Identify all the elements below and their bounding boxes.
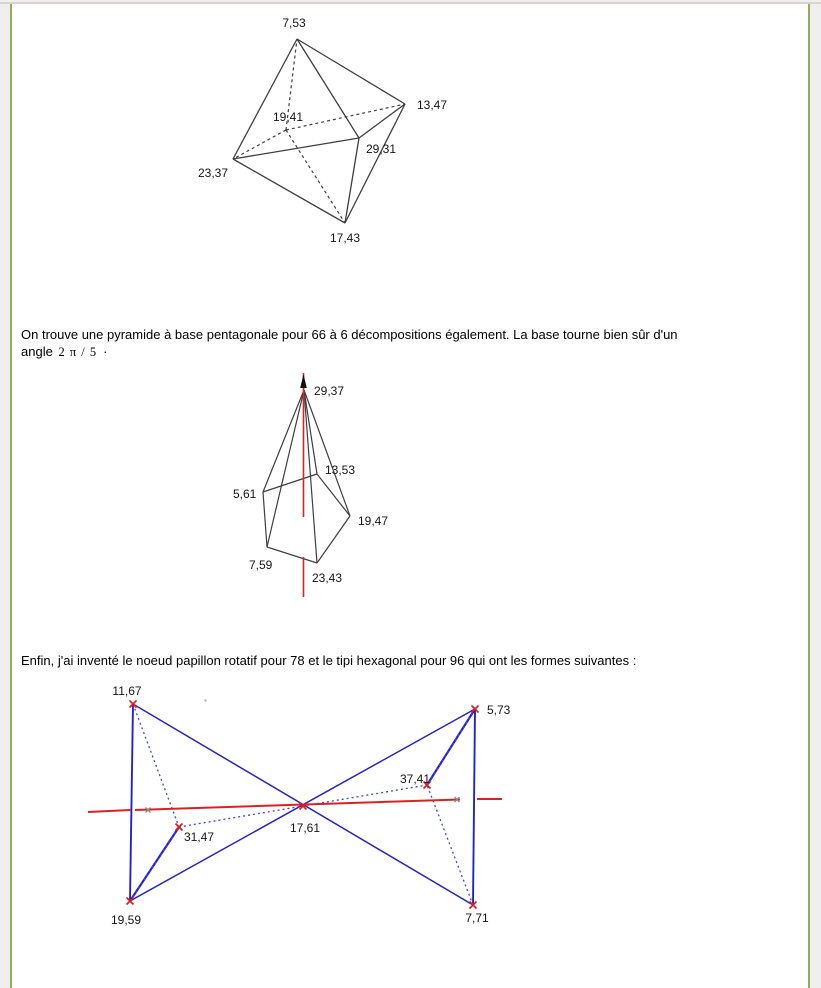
vertex-label: 7,53	[282, 16, 306, 30]
octahedron-figure	[180, 8, 470, 253]
vertex-label: 19,59	[110, 913, 142, 927]
bowtie-figure	[80, 680, 510, 930]
vertex-label: 11,67	[112, 684, 142, 698]
vertex-label: 13,53	[325, 463, 356, 477]
vertex-label: 5,61	[233, 487, 257, 501]
vertex-label: 31,47	[184, 830, 215, 844]
vertex-marker	[176, 824, 183, 831]
vertex-label: 29,37	[314, 384, 345, 398]
rotation-axis	[88, 799, 502, 812]
vertex-label: 23,43	[312, 571, 343, 585]
axis-arrowhead-icon	[300, 374, 307, 388]
vertex-label: 29,31	[366, 142, 397, 156]
paragraph-pyramide-line1: On trouve une pyramide à base pentagonale pour 66 à 6 décompositions également. La base tourne bien sûr d'un	[21, 327, 678, 342]
page-top-border	[0, 2, 821, 4]
paragraph-noeud-papillon-text: Enfin, j'ai inventé le noeud papillon rotatif pour 78 et le tipi hexagonal pour 96 qui ont les formes suivantes :	[21, 653, 637, 668]
octahedron-hidden-edges	[233, 39, 405, 223]
pentagonal-pyramid-figure	[225, 368, 405, 603]
paragraph-noeud-papillon	[21, 652, 701, 669]
vertex-label: 19,47	[358, 514, 389, 528]
vertex-label: 19,41	[273, 110, 304, 124]
stray-dot	[205, 700, 207, 702]
vertex-label: 17,43	[329, 231, 361, 245]
vertex-label: 17,61	[290, 821, 321, 835]
math-angle-formula: 2 π / 5	[58, 345, 98, 359]
math-after-dot: ·	[103, 344, 108, 359]
paragraph-pyramide	[21, 326, 701, 361]
vertex-label: 13,47	[417, 98, 448, 112]
vertex-label: 7,59	[249, 558, 273, 572]
vertex-label: 23,37	[198, 166, 229, 180]
vertex-label: 5,73	[487, 703, 510, 717]
paragraph-pyramide-line2: angle	[21, 344, 53, 359]
octahedron-solid-edges	[233, 39, 405, 223]
vertex-label: 7,71	[465, 911, 489, 925]
vertex-label: 37,41	[400, 772, 431, 786]
